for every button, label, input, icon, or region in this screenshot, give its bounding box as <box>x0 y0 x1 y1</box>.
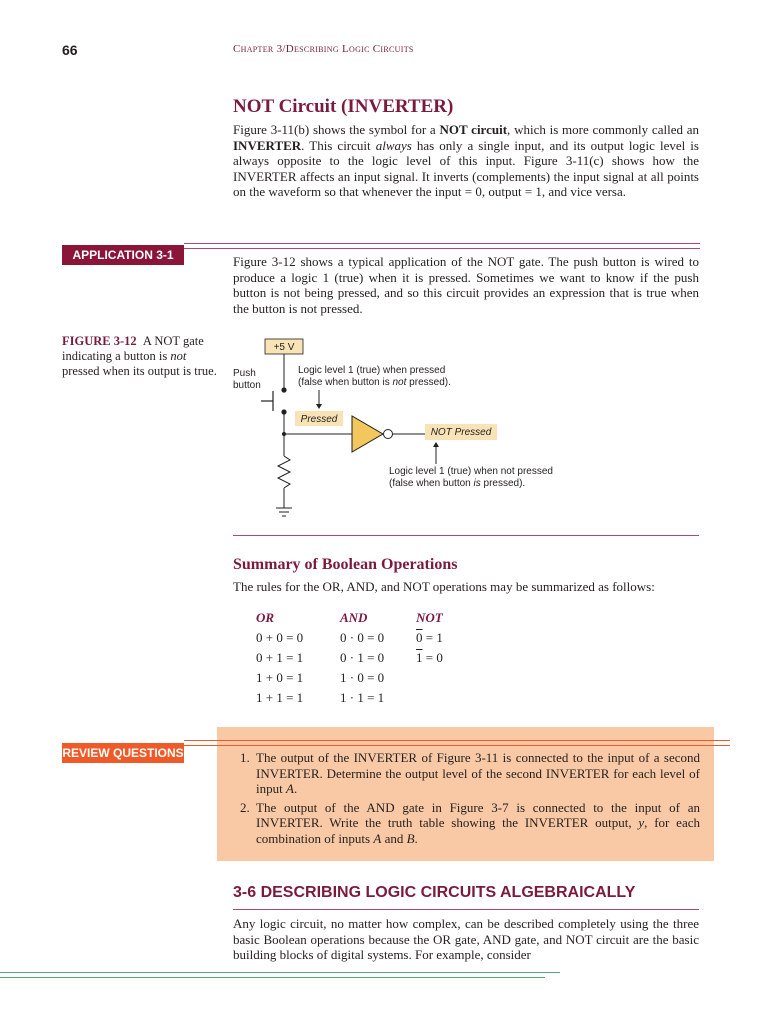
review-question <box>240 800 700 847</box>
footer-rule-top <box>0 972 560 973</box>
running-head: Chapter 3/Describing Logic Circuits <box>233 43 414 55</box>
text-run: , for each combination of inputs <box>256 815 700 846</box>
or-rule: 0 + 1 = 1 <box>256 650 304 665</box>
note-top-emphasis: not <box>392 377 407 388</box>
text-run: . <box>414 830 418 846</box>
review-question-text <box>256 800 700 846</box>
footer-rule-bottom <box>0 977 545 978</box>
text-run: The output of the AND gate in Figure 3-7 is connected to the input of an INVERTER. Write the truth table showing the INVERTER output, <box>256 799 700 831</box>
not-circuit-paragraph <box>233 122 699 200</box>
text-run: The output of the INVERTER of Figure 3-11 is connected to the input of a second INVERTER. Determine the output level of the second INVERTER for each level of input <box>256 750 700 797</box>
text-run: has only a single input, and its output logic level is always opposite to the logic level of this input. Figure 3-11(c) shows how the INVERTER affects an input signal. It inverts (complements) the input signal at all points on the waveform so that whenever the input = 0, output = 1, and vice versa. <box>233 137 699 200</box>
note-top-arrowhead <box>316 404 322 409</box>
review-question-number: 2. <box>240 799 250 815</box>
note-bottom-text-b: pressed). <box>480 478 526 489</box>
supply-label: +5 V <box>273 342 295 353</box>
or-header: OR <box>256 610 275 625</box>
not-pressed-label: NOT Pressed <box>430 427 492 438</box>
not-rule-result: = 1 <box>422 630 443 645</box>
note-top-text-b: pressed). <box>406 377 451 388</box>
review-rule-top <box>184 740 730 741</box>
text-run: Figure 3-11(b) shows the symbol for a <box>233 122 440 137</box>
ground-symbol <box>276 508 292 516</box>
review-question <box>240 750 700 797</box>
and-rule: 0 · 0 = 0 <box>340 630 385 645</box>
bold-term: INVERTER <box>233 137 302 153</box>
italic-term: always <box>375 137 412 153</box>
application-label: APPLICATION 3-1 <box>72 248 174 262</box>
application-rule-bottom <box>184 248 700 249</box>
and-rule: 1 · 0 = 0 <box>340 670 385 685</box>
figure-caption-text-a: A NOT gate indicating a button is <box>62 334 204 363</box>
figure-bottom-rule <box>233 535 699 536</box>
note-bottom-line-1: Logic level 1 (true) when not pressed <box>389 466 553 477</box>
and-header: AND <box>340 610 368 625</box>
note-bottom-emphasis: is <box>473 478 481 489</box>
not-rule-result: = 0 <box>422 650 443 665</box>
section-3-6-rule <box>233 909 699 910</box>
push-button-label-1: Push <box>233 368 256 379</box>
inverter-bubble <box>384 430 393 439</box>
not-header: NOT <box>416 610 443 625</box>
or-rule: 0 + 0 = 0 <box>256 630 304 645</box>
text-run: , which is more commonly called an <box>507 122 700 137</box>
review-label: REVIEW QUESTIONS <box>62 746 184 760</box>
note-bottom-line-2 <box>389 478 525 489</box>
page-number: 66 <box>62 42 78 58</box>
italic-term: y <box>638 815 645 831</box>
inverter-gate-icon <box>352 416 383 452</box>
or-rule: 1 + 0 = 1 <box>256 670 304 685</box>
not-rule <box>416 630 443 646</box>
application-rule-top <box>184 243 700 244</box>
section-title-not-circuit: NOT Circuit (INVERTER) <box>233 96 454 117</box>
not-rule-operand: 1 <box>416 650 423 665</box>
bold-term: NOT circuit <box>439 122 508 137</box>
switch-contact-top <box>281 387 286 392</box>
summary-title: Summary of Boolean Operations <box>233 556 458 573</box>
italic-term: A <box>285 781 294 797</box>
push-button-label-2: button <box>233 380 261 391</box>
note-top-line-2 <box>298 377 451 388</box>
text-run: . This circuit <box>301 137 376 153</box>
note-top-line-1: Logic level 1 (true) when pressed <box>298 365 446 376</box>
review-question-text <box>256 750 700 796</box>
review-question-number: 1. <box>240 750 250 765</box>
figure-number: FIGURE 3-12 <box>62 334 137 348</box>
figure-caption-emphasis: not <box>170 349 187 363</box>
section-3-6-title: 3-6 DESCRIBING LOGIC CIRCUITS ALGEBRAICALLY <box>233 884 636 901</box>
pressed-label: Pressed <box>300 414 338 425</box>
application-paragraph: Figure 3-12 shows a typical application of the NOT gate. The push button is wired to produce a logic 1 (true) when it is pressed. Sometimes we want to know if the push button is not being pressed, and so this circuit provides an expression that is true when the button is not pressed. <box>233 254 699 316</box>
text-run: . <box>293 781 298 797</box>
section-3-6-paragraph: Any logic circuit, no matter how complex, can be described completely using the three basic Boolean operations because the OR gate, AND gate, and NOT circuit are the basic building blocks of digital systems. For example, consider <box>233 916 699 963</box>
review-question-list <box>240 750 700 850</box>
italic-term: A <box>373 830 382 846</box>
and-rule: 0 · 1 = 0 <box>340 650 385 665</box>
not-rule-operand: 0 <box>416 630 423 645</box>
note-top-text-a: (false when button is <box>298 377 393 388</box>
figure-caption <box>62 334 217 379</box>
summary-intro: The rules for the OR, AND, and NOT operations may be summarized as follows: <box>233 579 655 594</box>
figure-caption-text-b: pressed when its output is true. <box>62 364 217 378</box>
text-run: and <box>381 830 407 846</box>
or-rule: 1 + 1 = 1 <box>256 690 304 705</box>
pull-down-resistor <box>278 456 290 488</box>
review-rule-bottom <box>184 745 730 746</box>
italic-term: B <box>406 830 415 846</box>
note-bottom-arrowhead <box>433 442 439 447</box>
note-bottom-text-a: (false when button <box>389 478 474 489</box>
not-gate-circuit-diagram <box>225 330 555 530</box>
and-rule: 1 · 1 = 1 <box>340 690 385 705</box>
not-rule <box>416 650 443 666</box>
